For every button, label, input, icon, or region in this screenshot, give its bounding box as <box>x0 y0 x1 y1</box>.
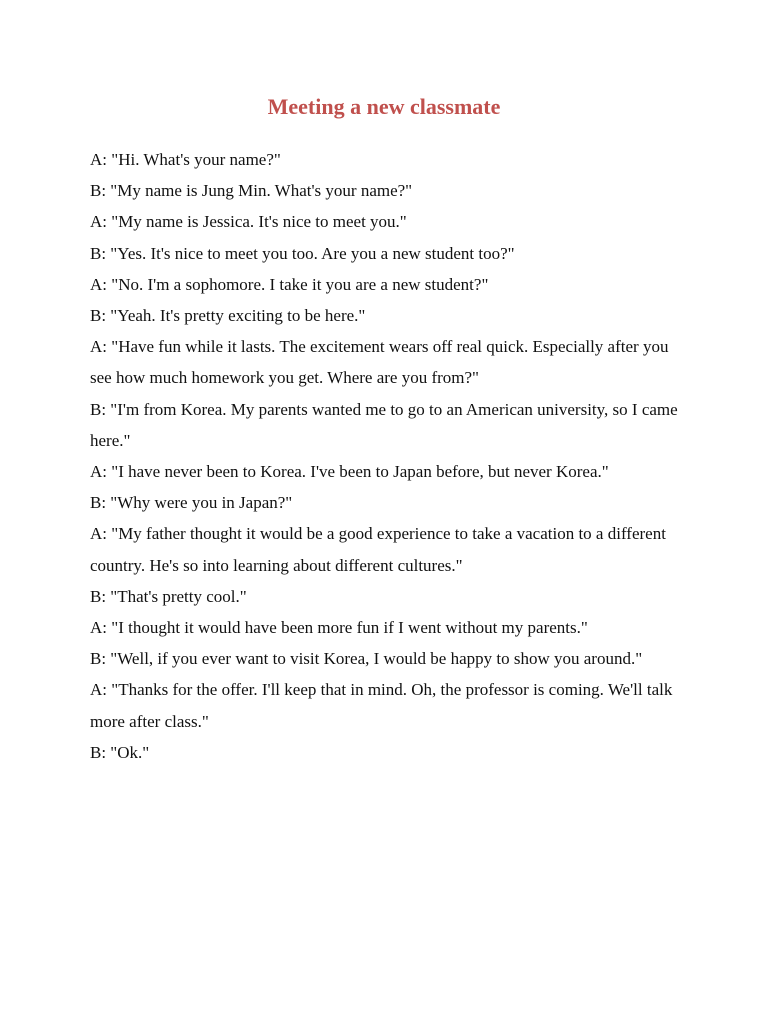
dialogue-line: B: "Yes. It's nice to meet you too. Are you a new student too?" <box>90 243 515 263</box>
dialogue-line: A: "Thanks for the offer. I'll keep that in mind. Oh, the professor is coming. We'll talk more after class." <box>90 680 673 731</box>
dialogue-body <box>90 144 678 768</box>
dialogue-line: A: "No. I'm a sophomore. I take it you are a new student?" <box>90 274 489 294</box>
dialogue-line: A: "Have fun while it lasts. The excitement wears off real quick. Especially after you see how much homework you get. Where are you from?" <box>90 337 669 388</box>
dialogue-line: A: "Hi. What's your name?" <box>90 150 281 169</box>
dialogue-line: B: "Well, if you ever want to visit Korea, I would be happy to show you around." <box>90 649 643 669</box>
dialogue-line: A: "My father thought it would be a good experience to take a vacation to a different country. He's so into learning about different cultures." <box>90 524 666 575</box>
dialogue-line: A: "I have never been to Korea. I've been to Japan before, but never Korea." <box>90 462 609 482</box>
dialogue-line: A: "My name is Jessica. It's nice to meet you." <box>90 212 407 232</box>
dialogue-line: B: "That's pretty cool." <box>90 586 247 606</box>
dialogue-line: B: "Ok." <box>90 742 150 762</box>
dialogue-line: B: "I'm from Korea. My parents wanted me to go to an American university, so I came here." <box>90 399 678 450</box>
dialogue-line: B: "Why were you in Japan?" <box>90 493 293 513</box>
dialogue-line: A: "I thought it would have been more fun if I went without my parents." <box>90 618 588 638</box>
document-title: Meeting a new classmate <box>267 94 501 119</box>
dialogue-line: B: "Yeah. It's pretty exciting to be here." <box>90 306 366 326</box>
dialogue-line: B: "My name is Jung Min. What's your name?" <box>90 181 413 201</box>
